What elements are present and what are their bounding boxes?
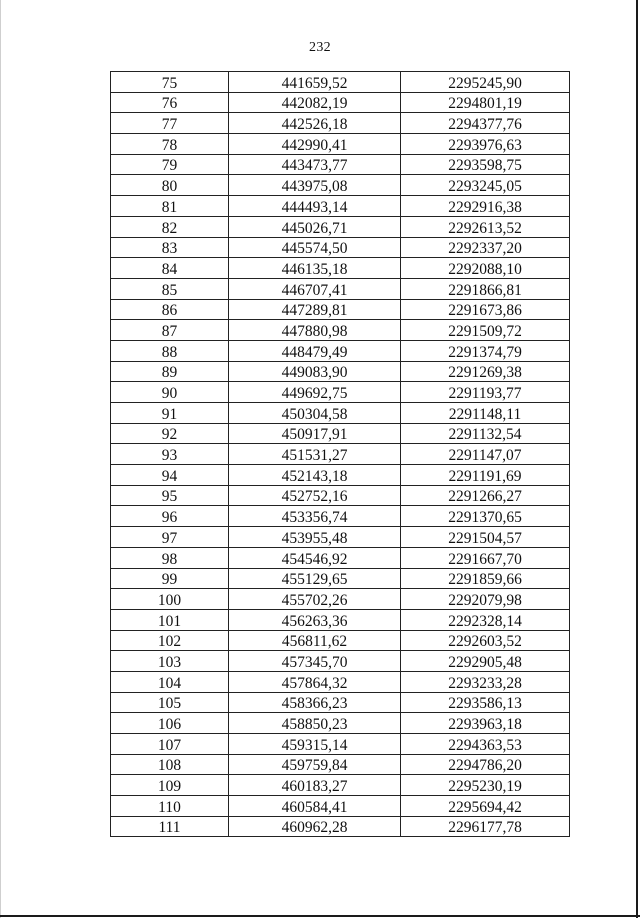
scan-edge-left [0, 0, 1, 918]
x-coordinate-cell: 460962,28 [229, 816, 401, 837]
x-coordinate-cell: 442526,18 [229, 113, 401, 134]
point-number-cell: 98 [111, 547, 229, 568]
point-number-cell: 111 [111, 816, 229, 837]
x-coordinate-cell: 456263,36 [229, 609, 401, 630]
x-coordinate-cell: 460183,27 [229, 775, 401, 796]
table-row [111, 340, 570, 361]
point-number-cell: 99 [111, 568, 229, 589]
y-coordinate-cell: 2293598,75 [401, 154, 570, 175]
point-number-cell: 86 [111, 299, 229, 320]
table-row [111, 237, 570, 258]
point-number-cell: 96 [111, 506, 229, 527]
point-number-cell: 105 [111, 692, 229, 713]
point-number-cell: 108 [111, 754, 229, 775]
point-number-cell: 87 [111, 320, 229, 341]
table-row [111, 72, 570, 93]
y-coordinate-cell: 2293976,63 [401, 134, 570, 155]
point-number-cell: 110 [111, 796, 229, 817]
x-coordinate-cell: 446135,18 [229, 258, 401, 279]
table-row [111, 196, 570, 217]
x-coordinate-cell: 458366,23 [229, 692, 401, 713]
table-row [111, 175, 570, 196]
y-coordinate-cell: 2295694,42 [401, 796, 570, 817]
point-number-cell: 78 [111, 134, 229, 155]
y-coordinate-cell: 2292079,98 [401, 589, 570, 610]
table-row [111, 589, 570, 610]
y-coordinate-cell: 2293963,18 [401, 713, 570, 734]
y-coordinate-cell: 2291509,72 [401, 320, 570, 341]
y-coordinate-cell: 2292603,52 [401, 630, 570, 651]
table-row [111, 361, 570, 382]
table-row [111, 775, 570, 796]
y-coordinate-cell: 2292328,14 [401, 609, 570, 630]
x-coordinate-cell: 445574,50 [229, 237, 401, 258]
y-coordinate-cell: 2291667,70 [401, 547, 570, 568]
point-number-cell: 100 [111, 589, 229, 610]
x-coordinate-cell: 457345,70 [229, 651, 401, 672]
y-coordinate-cell: 2293586,13 [401, 692, 570, 713]
x-coordinate-cell: 448479,49 [229, 340, 401, 361]
point-number-cell: 82 [111, 216, 229, 237]
point-number-cell: 101 [111, 609, 229, 630]
table-row [111, 154, 570, 175]
table-row [111, 382, 570, 403]
x-coordinate-cell: 460584,41 [229, 796, 401, 817]
y-coordinate-cell: 2294363,53 [401, 734, 570, 755]
table-row [111, 216, 570, 237]
y-coordinate-cell: 2294786,20 [401, 754, 570, 775]
table-row [111, 134, 570, 155]
y-coordinate-cell: 2292905,48 [401, 651, 570, 672]
table-row [111, 734, 570, 755]
point-number-cell: 94 [111, 465, 229, 486]
x-coordinate-cell: 453955,48 [229, 527, 401, 548]
point-number-cell: 79 [111, 154, 229, 175]
x-coordinate-cell: 446707,41 [229, 278, 401, 299]
y-coordinate-cell: 2292337,20 [401, 237, 570, 258]
table-row [111, 444, 570, 465]
point-number-cell: 89 [111, 361, 229, 382]
point-number-cell: 80 [111, 175, 229, 196]
y-coordinate-cell: 2291191,69 [401, 465, 570, 486]
table-row [111, 113, 570, 134]
table-row [111, 547, 570, 568]
x-coordinate-cell: 445026,71 [229, 216, 401, 237]
y-coordinate-cell: 2291673,86 [401, 299, 570, 320]
y-coordinate-cell: 2291269,38 [401, 361, 570, 382]
x-coordinate-cell: 451531,27 [229, 444, 401, 465]
x-coordinate-cell: 452143,18 [229, 465, 401, 486]
table-row [111, 609, 570, 630]
table-row [111, 278, 570, 299]
x-coordinate-cell: 459315,14 [229, 734, 401, 755]
table-row [111, 320, 570, 341]
x-coordinate-cell: 454546,92 [229, 547, 401, 568]
table-row [111, 403, 570, 424]
x-coordinate-cell: 459759,84 [229, 754, 401, 775]
point-number-cell: 107 [111, 734, 229, 755]
x-coordinate-cell: 443473,77 [229, 154, 401, 175]
y-coordinate-cell: 2291866,81 [401, 278, 570, 299]
point-number-cell: 81 [111, 196, 229, 217]
table-row [111, 754, 570, 775]
x-coordinate-cell: 449083,90 [229, 361, 401, 382]
x-coordinate-cell: 456811,62 [229, 630, 401, 651]
x-coordinate-cell: 450917,91 [229, 423, 401, 444]
coordinates-table-body [111, 72, 570, 837]
y-coordinate-cell: 2296177,78 [401, 816, 570, 837]
x-coordinate-cell: 441659,52 [229, 72, 401, 93]
point-number-cell: 88 [111, 340, 229, 361]
x-coordinate-cell: 447880,98 [229, 320, 401, 341]
table-row [111, 299, 570, 320]
table-row [111, 713, 570, 734]
table-row [111, 465, 570, 486]
y-coordinate-cell: 2293245,05 [401, 175, 570, 196]
x-coordinate-cell: 449692,75 [229, 382, 401, 403]
y-coordinate-cell: 2295230,19 [401, 775, 570, 796]
point-number-cell: 109 [111, 775, 229, 796]
x-coordinate-cell: 453356,74 [229, 506, 401, 527]
point-number-cell: 77 [111, 113, 229, 134]
point-number-cell: 97 [111, 527, 229, 548]
table-row [111, 692, 570, 713]
y-coordinate-cell: 2291147,07 [401, 444, 570, 465]
table-row [111, 796, 570, 817]
y-coordinate-cell: 2291132,54 [401, 423, 570, 444]
point-number-cell: 95 [111, 485, 229, 506]
y-coordinate-cell: 2292916,38 [401, 196, 570, 217]
table-row [111, 92, 570, 113]
point-number-cell: 91 [111, 403, 229, 424]
table-row [111, 671, 570, 692]
x-coordinate-cell: 442082,19 [229, 92, 401, 113]
point-number-cell: 103 [111, 651, 229, 672]
point-number-cell: 92 [111, 423, 229, 444]
y-coordinate-cell: 2292088,10 [401, 258, 570, 279]
table-row [111, 527, 570, 548]
x-coordinate-cell: 447289,81 [229, 299, 401, 320]
point-number-cell: 83 [111, 237, 229, 258]
x-coordinate-cell: 455129,65 [229, 568, 401, 589]
scan-edge-bottom [0, 915, 640, 917]
table-row [111, 485, 570, 506]
y-coordinate-cell: 2292613,52 [401, 216, 570, 237]
x-coordinate-cell: 443975,08 [229, 175, 401, 196]
y-coordinate-cell: 2291859,66 [401, 568, 570, 589]
x-coordinate-cell: 458850,23 [229, 713, 401, 734]
y-coordinate-cell: 2291374,79 [401, 340, 570, 361]
point-number-cell: 85 [111, 278, 229, 299]
table-row [111, 651, 570, 672]
y-coordinate-cell: 2294801,19 [401, 92, 570, 113]
table-row [111, 258, 570, 279]
point-number-cell: 106 [111, 713, 229, 734]
y-coordinate-cell: 2293233,28 [401, 671, 570, 692]
y-coordinate-cell: 2294377,76 [401, 113, 570, 134]
coordinates-table [110, 71, 570, 837]
point-number-cell: 102 [111, 630, 229, 651]
point-number-cell: 75 [111, 72, 229, 93]
y-coordinate-cell: 2295245,90 [401, 72, 570, 93]
table-row [111, 506, 570, 527]
y-coordinate-cell: 2291148,11 [401, 403, 570, 424]
table-row [111, 423, 570, 444]
point-number-cell: 84 [111, 258, 229, 279]
x-coordinate-cell: 455702,26 [229, 589, 401, 610]
y-coordinate-cell: 2291370,65 [401, 506, 570, 527]
page-number: 232 [309, 40, 331, 55]
y-coordinate-cell: 2291193,77 [401, 382, 570, 403]
y-coordinate-cell: 2291504,57 [401, 527, 570, 548]
table-row [111, 630, 570, 651]
table-row [111, 568, 570, 589]
x-coordinate-cell: 444493,14 [229, 196, 401, 217]
x-coordinate-cell: 450304,58 [229, 403, 401, 424]
x-coordinate-cell: 457864,32 [229, 671, 401, 692]
point-number-cell: 76 [111, 92, 229, 113]
point-number-cell: 90 [111, 382, 229, 403]
point-number-cell: 104 [111, 671, 229, 692]
x-coordinate-cell: 442990,41 [229, 134, 401, 155]
y-coordinate-cell: 2291266,27 [401, 485, 570, 506]
point-number-cell: 93 [111, 444, 229, 465]
scan-edge-right [636, 0, 638, 918]
table-row [111, 816, 570, 837]
x-coordinate-cell: 452752,16 [229, 485, 401, 506]
